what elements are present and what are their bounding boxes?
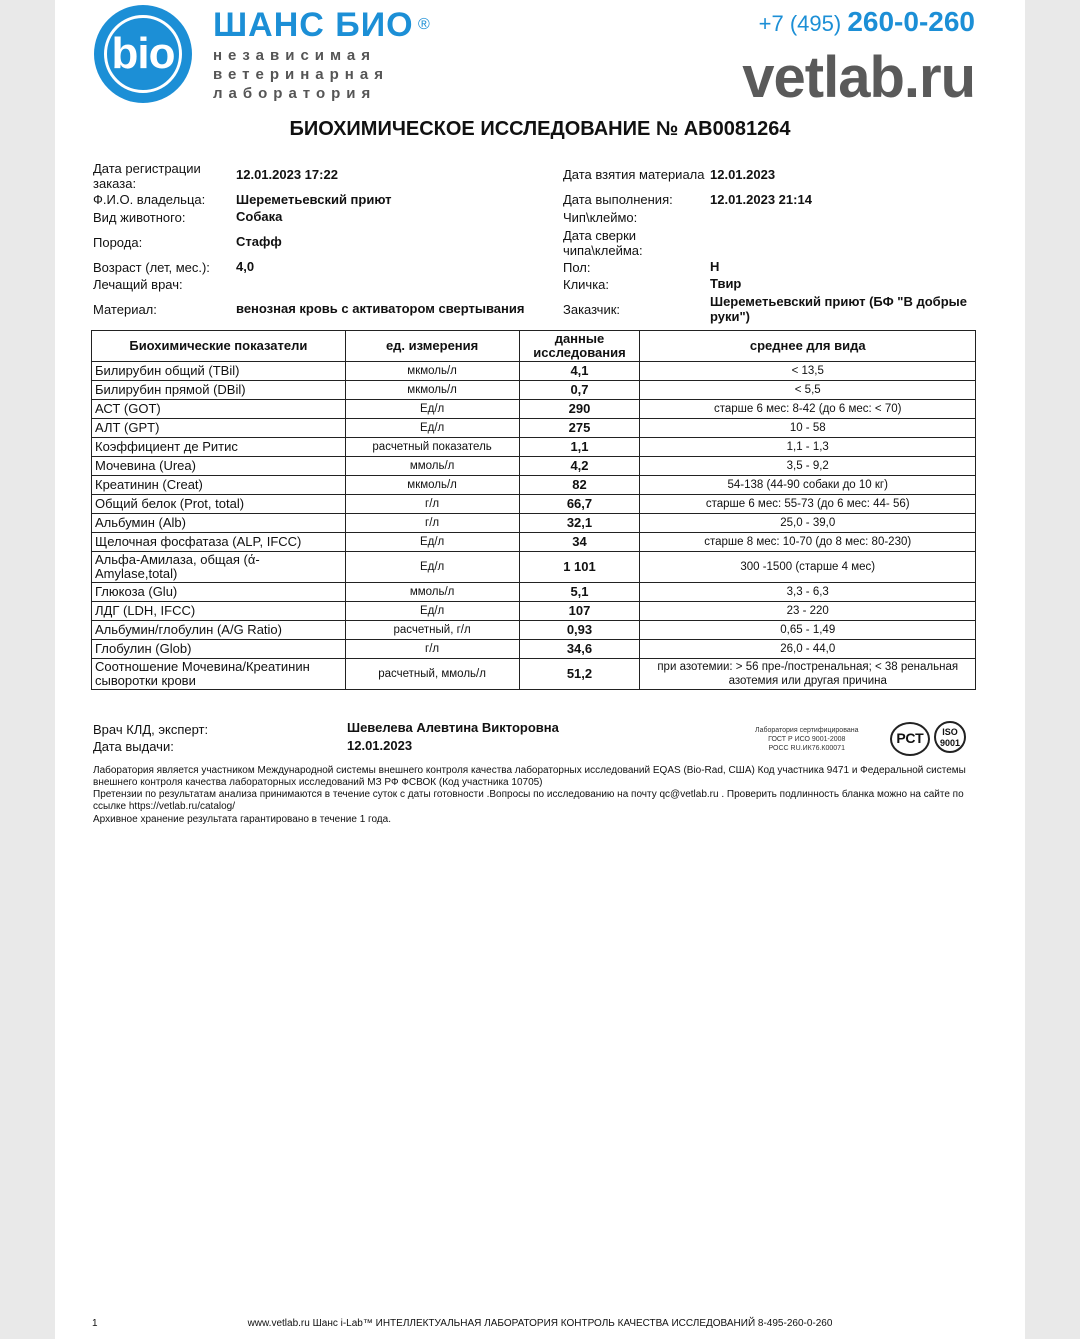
unit-cell: г/л (345, 640, 519, 659)
table-row (92, 400, 976, 419)
slogan-line: независимая (213, 47, 377, 64)
value-cell: 82 (519, 476, 640, 495)
bio-logo (94, 5, 192, 103)
nickname-value: Твир (710, 276, 742, 291)
table-row (92, 362, 976, 381)
sex-label: Пол: (563, 260, 591, 275)
value-cell: 1,1 (519, 438, 640, 457)
table-row (92, 533, 976, 552)
document-title: БИОХИМИЧЕСКОЕ ИССЛЕДОВАНИЕ № АВ0081264 (289, 118, 791, 140)
indicator-name: Общий белок (Prot, total) (92, 495, 346, 514)
column-header: ед. измерения (345, 331, 519, 362)
age-value: 4,0 (236, 259, 255, 274)
logo-text: bio (104, 15, 182, 93)
reference-cell: 10 - 58 (640, 419, 976, 438)
phone (759, 6, 975, 38)
note-claims: Претензии по результатам анализа принимаются в течение суток с даты готовности .Вопросы по исследованию на почту qc@vetlab.ru . Проверить подлинность бланка можно на сайте по ссылке https://vetlab.ru/catalog/ (93, 789, 964, 812)
reference-cell: < 5,5 (640, 381, 976, 400)
value-cell: 51,2 (519, 659, 640, 690)
customer-label: Заказчик: (563, 302, 621, 317)
issue-label: Дата выдачи: (93, 739, 174, 754)
slogan-line: ветеринарная (213, 66, 389, 83)
expert-name: Шевелева Алевтина Викторовна (347, 720, 559, 735)
age-label: Возраст (лет, мес.): (93, 260, 210, 275)
footer-text: www.vetlab.ru Шанс i-Lab™ ИНТЕЛЛЕКТУАЛЬНАЯ ЛАБОРАТОРИЯ КОНТРОЛЬ КАЧЕСТВА ИССЛЕДОВАНИЙ 8-495-260-0-260 (247, 1318, 833, 1329)
value-cell: 32,1 (519, 514, 640, 533)
reg-date-value: 12.01.2023 17:22 (236, 167, 338, 182)
brand-name: ШАНС БИО (213, 6, 414, 44)
unit-cell: г/л (345, 514, 519, 533)
nickname-label: Кличка: (563, 277, 610, 292)
unit-cell: г/л (345, 495, 519, 514)
unit-cell: Ед/л (345, 552, 519, 583)
unit-cell: мкмоль/л (345, 476, 519, 495)
cert-line: ГОСТ Р ИСО 9001-2008 (768, 736, 846, 743)
indicator-name: АЛТ (GPT) (92, 419, 346, 438)
site-name: vetlab.ru (742, 45, 975, 110)
value-cell: 34,6 (519, 640, 640, 659)
reference-cell: 300 -1500 (старше 4 мес) (640, 552, 976, 583)
note-eqas: Лаборатория является участником Международной системы внешнего контроля качества лабораторных исследований EQAS (Bio-Rad, США) Код участника 9471 и Федеральной системы внешнего контроля качества лабораторных исследований МЗ РФ ФСВОК (Код участника 10705) (93, 765, 966, 788)
indicator-name: Мочевина (Urea) (92, 457, 346, 476)
value-cell: 5,1 (519, 583, 640, 602)
results-table (91, 330, 976, 690)
expert-label: Врач КЛД, эксперт: (93, 722, 209, 737)
reference-cell: при азотемии: > 56 пре-/постренальная; < 38 ренальная азотемия или другая причина (640, 659, 976, 690)
breed-value: Стафф (236, 234, 282, 249)
table-row (92, 438, 976, 457)
phone-prefix: +7 (495) (758, 11, 842, 36)
indicator-name: АСТ (GOT) (92, 400, 346, 419)
document-page (55, 0, 1025, 1339)
reference-cell: старше 8 мес: 10-70 (до 8 мес: 80-230) (640, 533, 976, 552)
value-cell: 275 (519, 419, 640, 438)
indicator-name: Глобулин (Glob) (92, 640, 346, 659)
done-label: Дата выполнения: (563, 192, 673, 207)
table-row (92, 381, 976, 400)
unit-cell: Ед/л (345, 602, 519, 621)
table-row (92, 621, 976, 640)
reference-cell: 26,0 - 44,0 (640, 640, 976, 659)
indicator-name: Соотношение Мочевина/Креатинин сыворотки крови (92, 659, 346, 690)
table-row (92, 659, 976, 690)
reference-cell: 1,1 - 1,3 (640, 438, 976, 457)
value-cell: 0,93 (519, 621, 640, 640)
value-cell: 4,1 (519, 362, 640, 381)
reference-cell: старше 6 мес: 55-73 (до 6 мес: 44- 56) (640, 495, 976, 514)
indicator-name: ЛДГ (LDH, IFCC) (92, 602, 346, 621)
chip-check-label: Дата сверки чипа\клейма: (563, 228, 643, 258)
species-label: Вид животного: (93, 210, 186, 225)
column-header: Биохимические показатели (92, 331, 346, 362)
indicator-name: Креатинин (Creat) (92, 476, 346, 495)
value-cell: 107 (519, 602, 640, 621)
column-header: данные исследования (519, 331, 640, 362)
reference-cell: старше 6 мес: 8-42 (до 6 мес: < 70) (640, 400, 976, 419)
indicator-name: Глюкоза (Glu) (92, 583, 346, 602)
registered-mark: ® (418, 16, 430, 33)
reference-cell: 54-138 (44-90 собаки до 10 кг) (640, 476, 976, 495)
unit-cell: ммоль/л (345, 457, 519, 476)
taken-label: Дата взятия материала (563, 167, 705, 182)
taken-value: 12.01.2023 (710, 167, 776, 182)
reference-cell: 23 - 220 (640, 602, 976, 621)
unit-cell: Ед/л (345, 533, 519, 552)
value-cell: 66,7 (519, 495, 640, 514)
value-cell: 0,7 (519, 381, 640, 400)
cert-line: РОСС RU.ИК76.К00071 (768, 745, 845, 752)
reference-cell: < 13,5 (640, 362, 976, 381)
unit-cell: мкмоль/л (345, 381, 519, 400)
unit-cell: мкмоль/л (345, 362, 519, 381)
unit-cell: Ед/л (345, 419, 519, 438)
sex-value: Н (710, 259, 720, 274)
table-row (92, 419, 976, 438)
table-header-row (92, 331, 976, 362)
reg-date-label: Дата регистрации заказа: (93, 161, 201, 191)
customer-value: Шереметьевский приют (БФ "В добрые руки") (710, 294, 967, 324)
slogan-line: лаборатория (213, 85, 377, 102)
reference-cell: 3,5 - 9,2 (640, 457, 976, 476)
table-row (92, 583, 976, 602)
table-row (92, 476, 976, 495)
reference-cell: 0,65 - 1,49 (640, 621, 976, 640)
issue-date: 12.01.2023 (347, 738, 413, 753)
reference-cell: 3,3 - 6,3 (640, 583, 976, 602)
material-label: Материал: (93, 302, 157, 317)
phone-number: 260-0-260 (847, 6, 975, 37)
owner-value: Шереметьевский приют (236, 192, 392, 207)
indicator-name: Щелочная фосфатаза (ALP, IFCC) (92, 533, 346, 552)
unit-cell: расчетный, г/л (345, 621, 519, 640)
indicator-name: Билирубин прямой (DBil) (92, 381, 346, 400)
table-row (92, 602, 976, 621)
unit-cell: расчетный, ммоль/л (345, 659, 519, 690)
unit-cell: Ед/л (345, 400, 519, 419)
value-cell: 290 (519, 400, 640, 419)
rst-mark-icon: РСТ (890, 722, 930, 756)
slogan (213, 46, 389, 103)
owner-label: Ф.И.О. владельца: (93, 192, 206, 207)
value-cell: 34 (519, 533, 640, 552)
chip-label: Чип\клеймо: (563, 210, 638, 225)
indicator-name: Альфа-Амилаза, общая (ά-Amylase,total) (92, 552, 346, 583)
page-number: 1 (92, 1318, 98, 1329)
material-value: венозная кровь с активатором свертывания (236, 301, 525, 316)
value-cell: 1 101 (519, 552, 640, 583)
cert-line: Лаборатория сертифицирована (755, 727, 859, 734)
species-value: Собака (236, 209, 283, 224)
unit-cell: ммоль/л (345, 583, 519, 602)
table-row (92, 457, 976, 476)
reference-cell: 25,0 - 39,0 (640, 514, 976, 533)
iso-mark-icon: ISO 9001 (934, 721, 966, 753)
indicator-name: Билирубин общий (TBil) (92, 362, 346, 381)
indicator-name: Коэффициент де Ритис (92, 438, 346, 457)
doctor-label: Лечащий врач: (93, 277, 183, 292)
column-header: среднее для вида (640, 331, 976, 362)
indicator-name: Альбумин (Alb) (92, 514, 346, 533)
table-row (92, 552, 976, 583)
certification-text (755, 726, 859, 753)
note-archive: Архивное хранение результата гарантировано в течение 1 года. (93, 814, 391, 825)
indicator-name: Альбумин/глобулин (A/G Ratio) (92, 621, 346, 640)
done-value: 12.01.2023 21:14 (710, 192, 812, 207)
table-row (92, 640, 976, 659)
table-row (92, 495, 976, 514)
unit-cell: расчетный показатель (345, 438, 519, 457)
breed-label: Порода: (93, 235, 143, 250)
table-row (92, 514, 976, 533)
value-cell: 4,2 (519, 457, 640, 476)
